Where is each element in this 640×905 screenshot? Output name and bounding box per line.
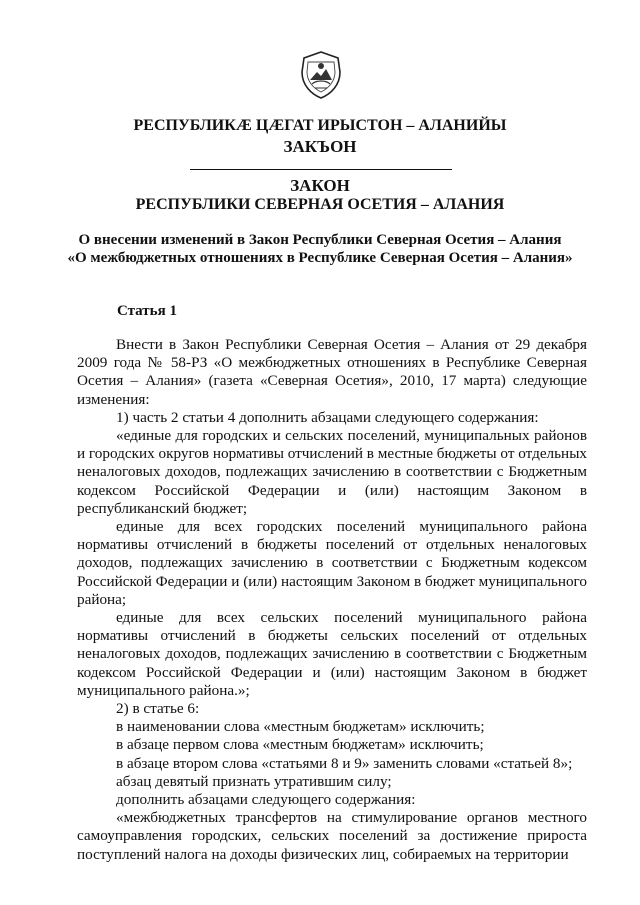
paragraph: единые для всех сельских поселений муниципального района нормативы отчислений в бюджеты сельских поселений от отдельных неналоговых доходов, подлежащих зачислению в соответствии с Бюджетным кодексом Российской Федерации и (или) настоящим Законом в бюджет муниципального района.»; <box>77 609 587 699</box>
law-heading: ЗАКОН <box>290 176 350 195</box>
ossetian-law-heading: ЗАКЪОН <box>283 137 357 156</box>
paragraph: «единые для городских и сельских поселений, муниципальных районов и городских округов нормативы отчислений в местные бюджеты от отдельных неналоговых доходов, подлежащих зачислению в соответствии с Бюджетным кодексом Российской Федерации и (или) настоящим Законом в республиканский бюджет; <box>77 427 587 517</box>
document-title-line-1: О внесении изменений в Закон Республики Северная Осетия – Алания <box>78 232 562 248</box>
paragraph: в наименовании слова «местным бюджетам» исключить; <box>116 718 485 736</box>
paragraph: в абзаце втором слова «статьями 8 и 9» заменить словами «статьей 8»; <box>116 754 573 772</box>
coat-of-arms-icon <box>298 50 344 100</box>
paragraph: «межбюджетных трансфертов на стимулирование органов местного самоуправления городских, сельских поселений за достижение прироста поступлений налога на доходы физических лиц, собираемых на территории <box>77 809 587 863</box>
paragraph: абзац девятый признать утратившим силу; <box>116 772 392 790</box>
republic-heading: РЕСПУБЛИКИ СЕВЕРНАЯ ОСЕТИЯ – АЛАНИЯ <box>135 196 505 213</box>
divider <box>190 169 452 170</box>
paragraph: 1) часть 2 статьи 4 дополнить абзацами следующего содержания: <box>116 408 539 426</box>
article-heading: Статья 1 <box>117 303 177 319</box>
paragraph: единые для всех городских поселений муниципального района нормативы отчислений в бюджеты поселений от отдельных неналоговых доходов, подлежащих зачислению в соответствии с Бюджетным кодексом Российской Федерации и (или) настоящим Законом в бюджет муниципального района; <box>77 518 587 608</box>
document-title-line-2: «О межбюджетных отношениях в Республике Северная Осетия – Алания» <box>67 250 573 266</box>
article-body <box>77 336 587 864</box>
paragraph: Внести в Закон Республики Северная Осетия – Алания от 29 декабря 2009 года № 58-РЗ «О межбюджетных отношениях в Республике Северная Осетия – Алания» (газета «Северная Осетия», 2010, 17 марта) следующие изменения: <box>77 336 587 408</box>
ossetian-republic-heading: РЕСПУБЛИКӔ ЦӔГАТ ИРЫСТОН – АЛАНИЙЫ <box>133 117 507 134</box>
paragraph: дополнить абзацами следующего содержания: <box>116 791 416 809</box>
paragraph: 2) в статье 6: <box>116 700 200 718</box>
paragraph: в абзаце первом слова «местным бюджетам» исключить; <box>116 736 484 754</box>
